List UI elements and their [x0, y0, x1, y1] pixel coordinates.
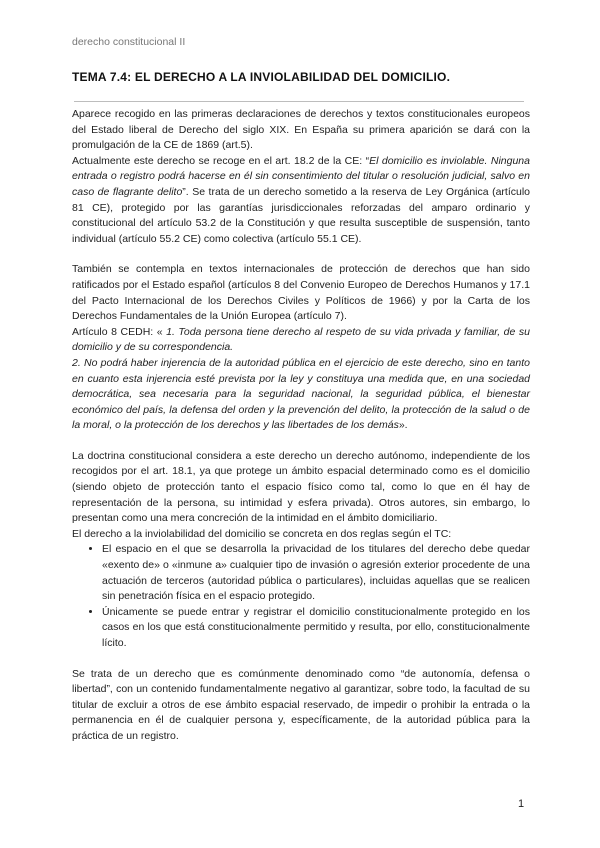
- list-item: • Únicamente se puede entrar y registrar el domicilio constitucionalmente protegido en los casos en los que está constitucionalmente permitido y resulta, por ello, constitucionalmente lícito.: [102, 605, 530, 652]
- tc-rules-list: [72, 542, 530, 651]
- course-header: derecho constitucional II: [72, 36, 186, 48]
- conclusion-paragraph: Se trata de un derecho que es comúnmente denominado como “de autonomía, defensa o libertad”, con un contenido fundamentalmente negativo al garantizar, sobre todo, la facultad de su titular de excluir a otros de ese ámbito espacial reservado, de impedir o prohibir la entrada o la permanencia en él de cualquier persona y, específicamente, de la autoridad pública para la práctica de un registro.: [72, 667, 530, 742]
- cedh-label: Artículo 8 CEDH: «: [72, 325, 167, 338]
- page-number: 1: [518, 798, 525, 810]
- current-regulation-lead: Actualmente este derecho se recoge en el art. 18.2 de la CE: “: [72, 154, 370, 167]
- cedh-close: ».: [398, 419, 408, 432]
- intro-paragraph: Aparece recogido en las primeras declaraciones de derechos y textos constitucionales europeos del Estado liberal de Derecho del siglo XIX. En España su primera aparición se dará con la promulgación de la CE de 1869 (art.5).: [72, 108, 530, 152]
- paragraph-gap: [72, 434, 530, 449]
- cedh-point-1: 1. Toda persona tiene derecho al respeto de su vida privada y familiar, de su domicilio y de su correspondencia.: [72, 325, 530, 354]
- title-divider: [74, 101, 524, 102]
- current-regulation-paragraph: [72, 154, 530, 248]
- document-body: [72, 107, 530, 745]
- paragraph-gap: [72, 247, 530, 262]
- international-paragraph: También se contempla en textos internacionales de protección de derechos que han sido ratificados por el Estado español (artículos 8 del Convenio Europeo de Derechos Humanos y 17.1 del Pacto Internacional de los Derechos Civiles y Políticos de 1966) y por la Carta de los Derechos Fundamentales de la Unión Europea (artículo 7).: [72, 263, 530, 323]
- cedh-paragraph: [72, 325, 530, 356]
- ce-article-quote: El domicilio es inviolable. Ninguna entrada o registro podrá hacerse en él sin consentimiento del titular o resolución judicial, salvo en caso de flagrante delito: [72, 154, 530, 198]
- doctrine-paragraph: La doctrina constitucional considera a este derecho un derecho autónomo, independiente de los recogidos por el art. 18.1, ya que protege un ámbito espacial determinado como es el domicilio (siendo objeto de protección tanto el espacio físico como tal, como lo que en él hay de representación de la persona, su intimidad y esfera privada). Otros autores, sin embargo, lo presentan como una mera concreción de la intimidad en el ámbito domiciliario.: [72, 449, 530, 525]
- list-item: • El espacio en el que se desarrolla la privacidad de los titulares del derecho debe quedar «exento de» o «inmune a» cualquier tipo de invasión o agresión exterior procedente de una actuación de terceros (autoridad pública o particulares), incluidas aquellas que se realicen sin penetración física en el espacio protegido.: [102, 542, 530, 604]
- cedh-point-2: 2. No podrá haber injerencia de la autoridad pública en el ejercicio de este derecho, sino en tanto en cuanto esta injerencia esté prevista por la ley y constituya una medida que, en una sociedad democrática, sea necesaria para la seguridad nacional, la seguridad pública, el bienestar económico del país, la defensa del orden y la prevención del delito, la protección de la salud o de la moral, o la protección de los derechos y las libertades de los demás: [72, 356, 530, 432]
- page-title: TEMA 7.4: EL DERECHO A LA INVIOLABILIDAD DEL DOMICILIO.: [72, 70, 451, 84]
- tc-intro-paragraph: El derecho a la inviolabilidad del domicilio se concreta en dos reglas según el TC:: [72, 527, 452, 540]
- paragraph-gap: [72, 652, 530, 667]
- cedh-paragraph-2: [72, 356, 530, 434]
- current-regulation-rest: ”. Se trata de un derecho sometido a la reserva de Ley Orgánica (artículo 81 CE), protegido por las garantías jurisdiccionales reforzadas del amparo ordinario y constitucional del artículo 53.2 de la Constitución y que resulta susceptible de suspensión, tanto individual (artículo 55.2 CE) como colectiva (artículo 55.1 CE).: [72, 185, 531, 245]
